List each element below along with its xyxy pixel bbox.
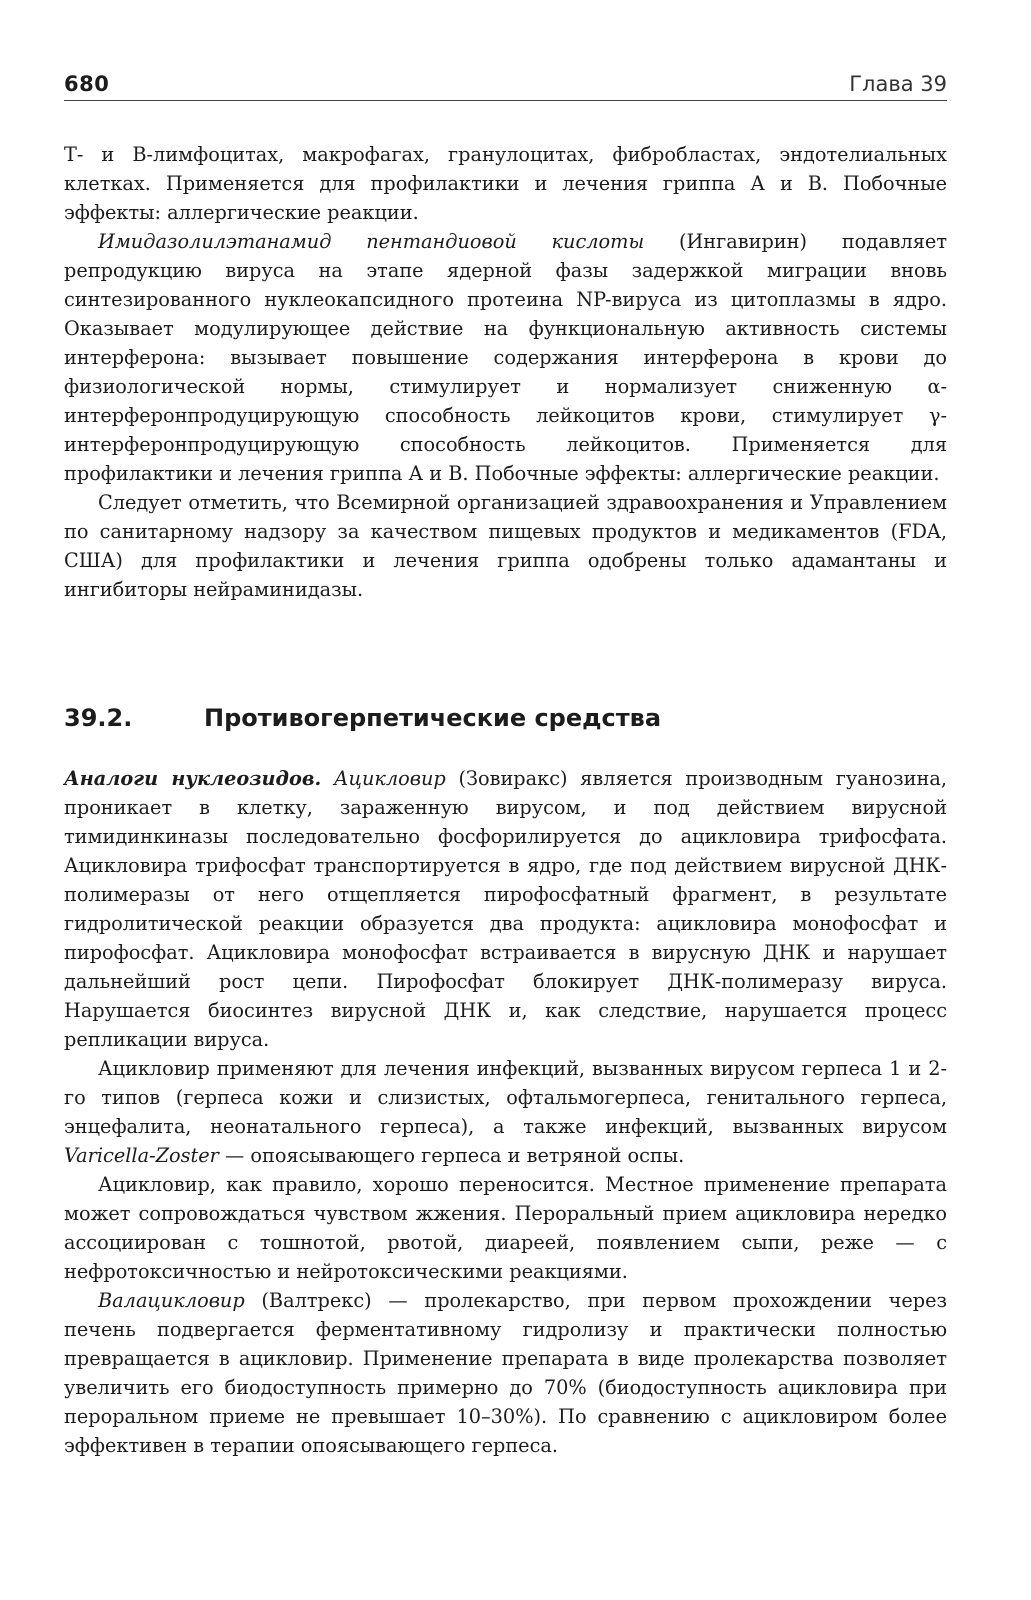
paragraph: [64, 140, 947, 227]
paragraph: [64, 227, 947, 488]
chapter-label: Глава 39: [849, 72, 947, 96]
drug-name: Ацикловир: [333, 767, 446, 790]
paragraph-text: (Ингавирин) подавляет репродукцию вируса на этапе ядерной фазы задержкой миграции вновь синтезированного нуклеокапсидного протеина NP-вируса из цитоплазмы в ядро. Оказывает модулирующее действие на функциональную активность системы интерферона: вызывает повышение содержания интерферона в крови до физиологической нормы, стимулирует и нормализует сниженную α-интерферонпродуцирующую способность лейкоцитов крови, стимулирует γ-интерферонпродуцирующую способность лейкоцитов. Применяется для профилактики и лечения гриппа А и В. Побочные эффекты: аллергические реакции.: [64, 230, 947, 485]
paragraph: [64, 1286, 947, 1460]
paragraph: [64, 764, 947, 1054]
body-text-section: [64, 764, 947, 1460]
section-number: 39.2.: [64, 704, 133, 732]
paragraph: [64, 488, 947, 604]
subsection-lead: Аналоги нуклеозидов.: [64, 767, 322, 790]
paragraph-text: — опоясывающего герпеса и ветряной оспы.: [218, 1144, 685, 1167]
drug-name: Валацикловир: [98, 1289, 245, 1312]
page-header: [64, 70, 947, 101]
virus-name: Varicella-Zoster: [64, 1144, 219, 1167]
body-text-top: [64, 140, 947, 604]
paragraph-text: Следует отметить, что Всемирной организацией здравоохранения и Управлением по санитарному надзору за качеством пищевых продуктов и медикаментов (FDA, США) для профилактики и лечения гриппа одобрены только адамантаны и ингибиторы нейраминидазы.: [64, 491, 947, 601]
paragraph-text: (Валтрекс) — пролекарство, при первом прохождении через печень подвергается ферментативному гидролизу и практически полностью превращается в ацикловир. Применение препарата в виде пролекарства позволяет увеличить его биодоступность примерно до 70% (биодоступность ацикловира при пероральном приеме не превышает 10–30%). По сравнению с ацикловиром более эффективен в терапии опоясывающего герпеса.: [64, 1289, 947, 1457]
paragraph-text: Ацикловир, как правило, хорошо переносится. Местное применение препарата может сопровождаться чувством жжения. Пероральный прием ацикловира нередко ассоциирован с тошнотой, рвотой, диареей, появлением сыпи, реже — с нефротоксичностью и нейротоксическими реакциями.: [64, 1173, 947, 1283]
paragraph: [64, 1170, 947, 1286]
paragraph-text: (Зовиракс) является производным гуанозина, проникает в клетку, зараженную вирусом, и под действием вирусной тимидинкиназы последовательно фосфорилируется до ацикловира трифосфата. Ацикловира трифосфат транспортируется в ядро, где под действием вирусной ДНК-полимеразы от него отщепляется пирофосфатный фрагмент, в результате гидролитической реакции образуется два продукта: ацикловира монофосфат и пирофосфат. Ацикловира монофосфат встраивается в вирусную ДНК и нарушает дальнейший рост цепи. Пирофосфат блокирует ДНК-полимеразу вируса. Нарушается биосинтез вирусной ДНК и, как следствие, нарушается процесс репликации вируса.: [64, 767, 947, 1051]
drug-name: Имидазолилэтанамид пентандиовой кислоты: [98, 230, 645, 253]
paragraph-text: Т- и В-лимфоцитах, макрофагах, гранулоцитах, фибробластах, эндотелиальных клетках. Применяется для профилактики и лечения гриппа А и В. Побочные эффекты: аллергические реакции.: [64, 143, 947, 224]
page-number: 680: [64, 72, 110, 96]
paragraph: [64, 1054, 947, 1170]
paragraph-text: Ацикловир применяют для лечения инфекций, вызванных вирусом герпеса 1 и 2-го типов (герпеса кожи и слизистых, офтальмогерпеса, генитального герпеса, энцефалита, неонатального герпеса), а также инфекций, вызванных вирусом: [64, 1057, 947, 1138]
section-title: Противогерпетические средства: [204, 704, 662, 732]
